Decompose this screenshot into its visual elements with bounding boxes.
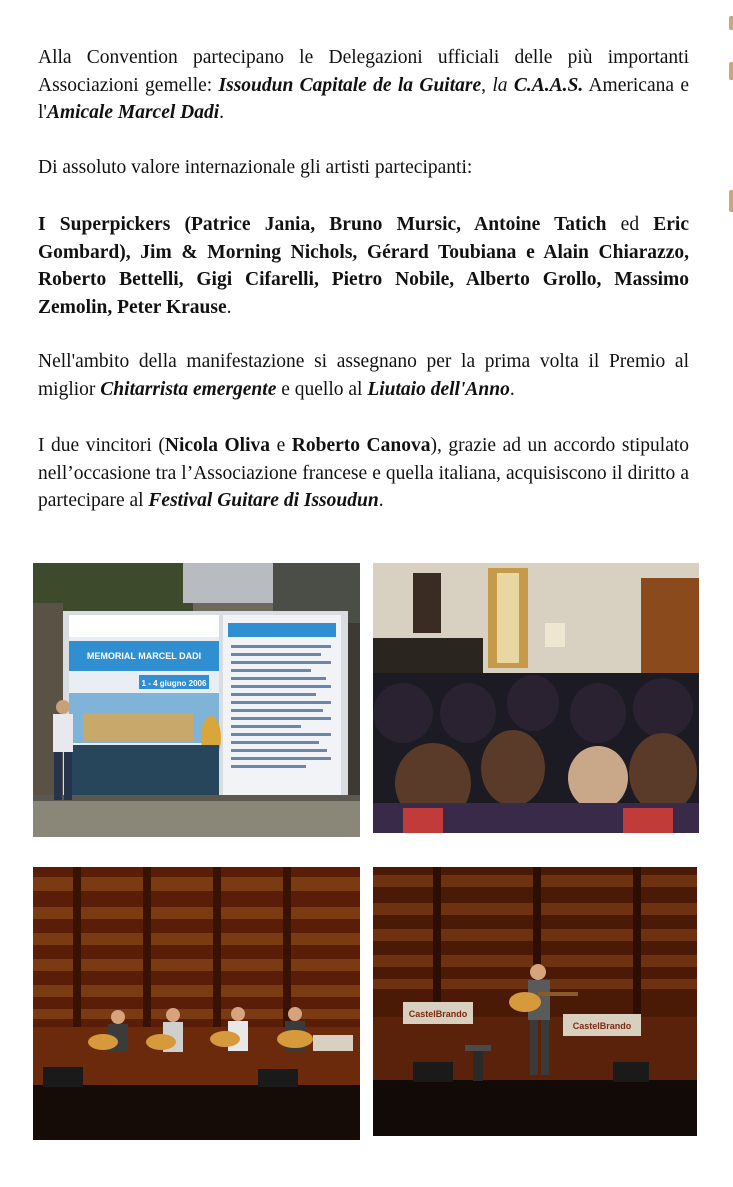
paragraph-delegations <box>38 44 689 127</box>
text-run: . <box>378 490 384 511</box>
text-run: Eric Gombard), Jim & Morning Nichols, Gérard Toubiana e Alain Chiarazzo, Roberto Bettelli, Gigi Cifarelli, Pietro Nobile, Alberto Grollo, Massimo Zemolin, Peter Krause <box>38 214 689 318</box>
photo-stage-quartet <box>33 867 360 1140</box>
poster-title: MEMORIAL MARCEL DADI <box>86 651 202 661</box>
photo-stage-soloist <box>373 867 697 1136</box>
text-run: la <box>492 74 508 96</box>
winner-name: Roberto Canova <box>291 435 431 456</box>
award-guitarist: Chitarrista emergente <box>100 378 277 400</box>
text-run: ed <box>606 214 654 235</box>
festival-name: Festival Guitare di Issoudun <box>148 490 379 511</box>
text-run: I Superpickers (Patrice Jania, Bruno Mursic, Antoine Tatich <box>38 214 607 235</box>
page-edge <box>727 0 733 1187</box>
issoudun-link-text: Issoudun Capitale de la Guitare <box>218 74 482 96</box>
stage-soloist-image <box>373 867 697 1136</box>
text-run: e <box>270 435 292 456</box>
stage-banner-left: CastelBrando <box>408 1009 468 1019</box>
text-run: . <box>509 378 515 400</box>
audience-hall-image <box>373 563 699 833</box>
stage-banner-right: CastelBrando <box>572 1021 632 1031</box>
text-run: Americana e l' <box>38 74 689 123</box>
text-run: , <box>481 74 493 96</box>
poster-wall-image <box>33 563 360 837</box>
paragraph-artists-intro: Di assoluto valore internazionale gli artisti partecipanti: <box>38 157 473 178</box>
caas-text: C.A.A.S. <box>513 74 584 96</box>
paragraph-awards <box>38 348 689 403</box>
amicale-text: Amicale Marcel Dadi <box>46 102 220 123</box>
text-run: . <box>226 296 232 318</box>
photo-poster-wall <box>33 563 360 837</box>
paragraph-artists-list <box>38 211 689 321</box>
text-run: . <box>219 102 225 123</box>
photo-audience-hall <box>373 563 699 833</box>
text-run: e quello al <box>276 378 368 400</box>
text-run: Alla Convention partecipano le Delegazioni ufficiali delle più importanti Associazioni gemelle: <box>38 47 689 96</box>
edge-mark <box>729 190 733 212</box>
text-run: ), grazie ad un accordo stipulato nell’occasione tra l’Associazione francese e quella italiana, acquisiscono il diritto a partecipare al <box>38 435 690 511</box>
paragraph-winners <box>38 432 689 515</box>
edge-mark <box>729 16 733 30</box>
award-luthier: Liutaio dell'Anno <box>367 378 510 400</box>
edge-mark <box>729 62 733 80</box>
winner-name: Nicola Oliva <box>164 435 271 456</box>
poster-dates: 1 - 4 giugno 2006 <box>141 679 207 688</box>
text-run: I due vincitori ( <box>38 435 165 456</box>
stage-quartet-image <box>33 867 360 1140</box>
text-run: Nell'ambito della manifestazione si assegnano per la prima volta il Premio al miglior <box>38 351 689 400</box>
